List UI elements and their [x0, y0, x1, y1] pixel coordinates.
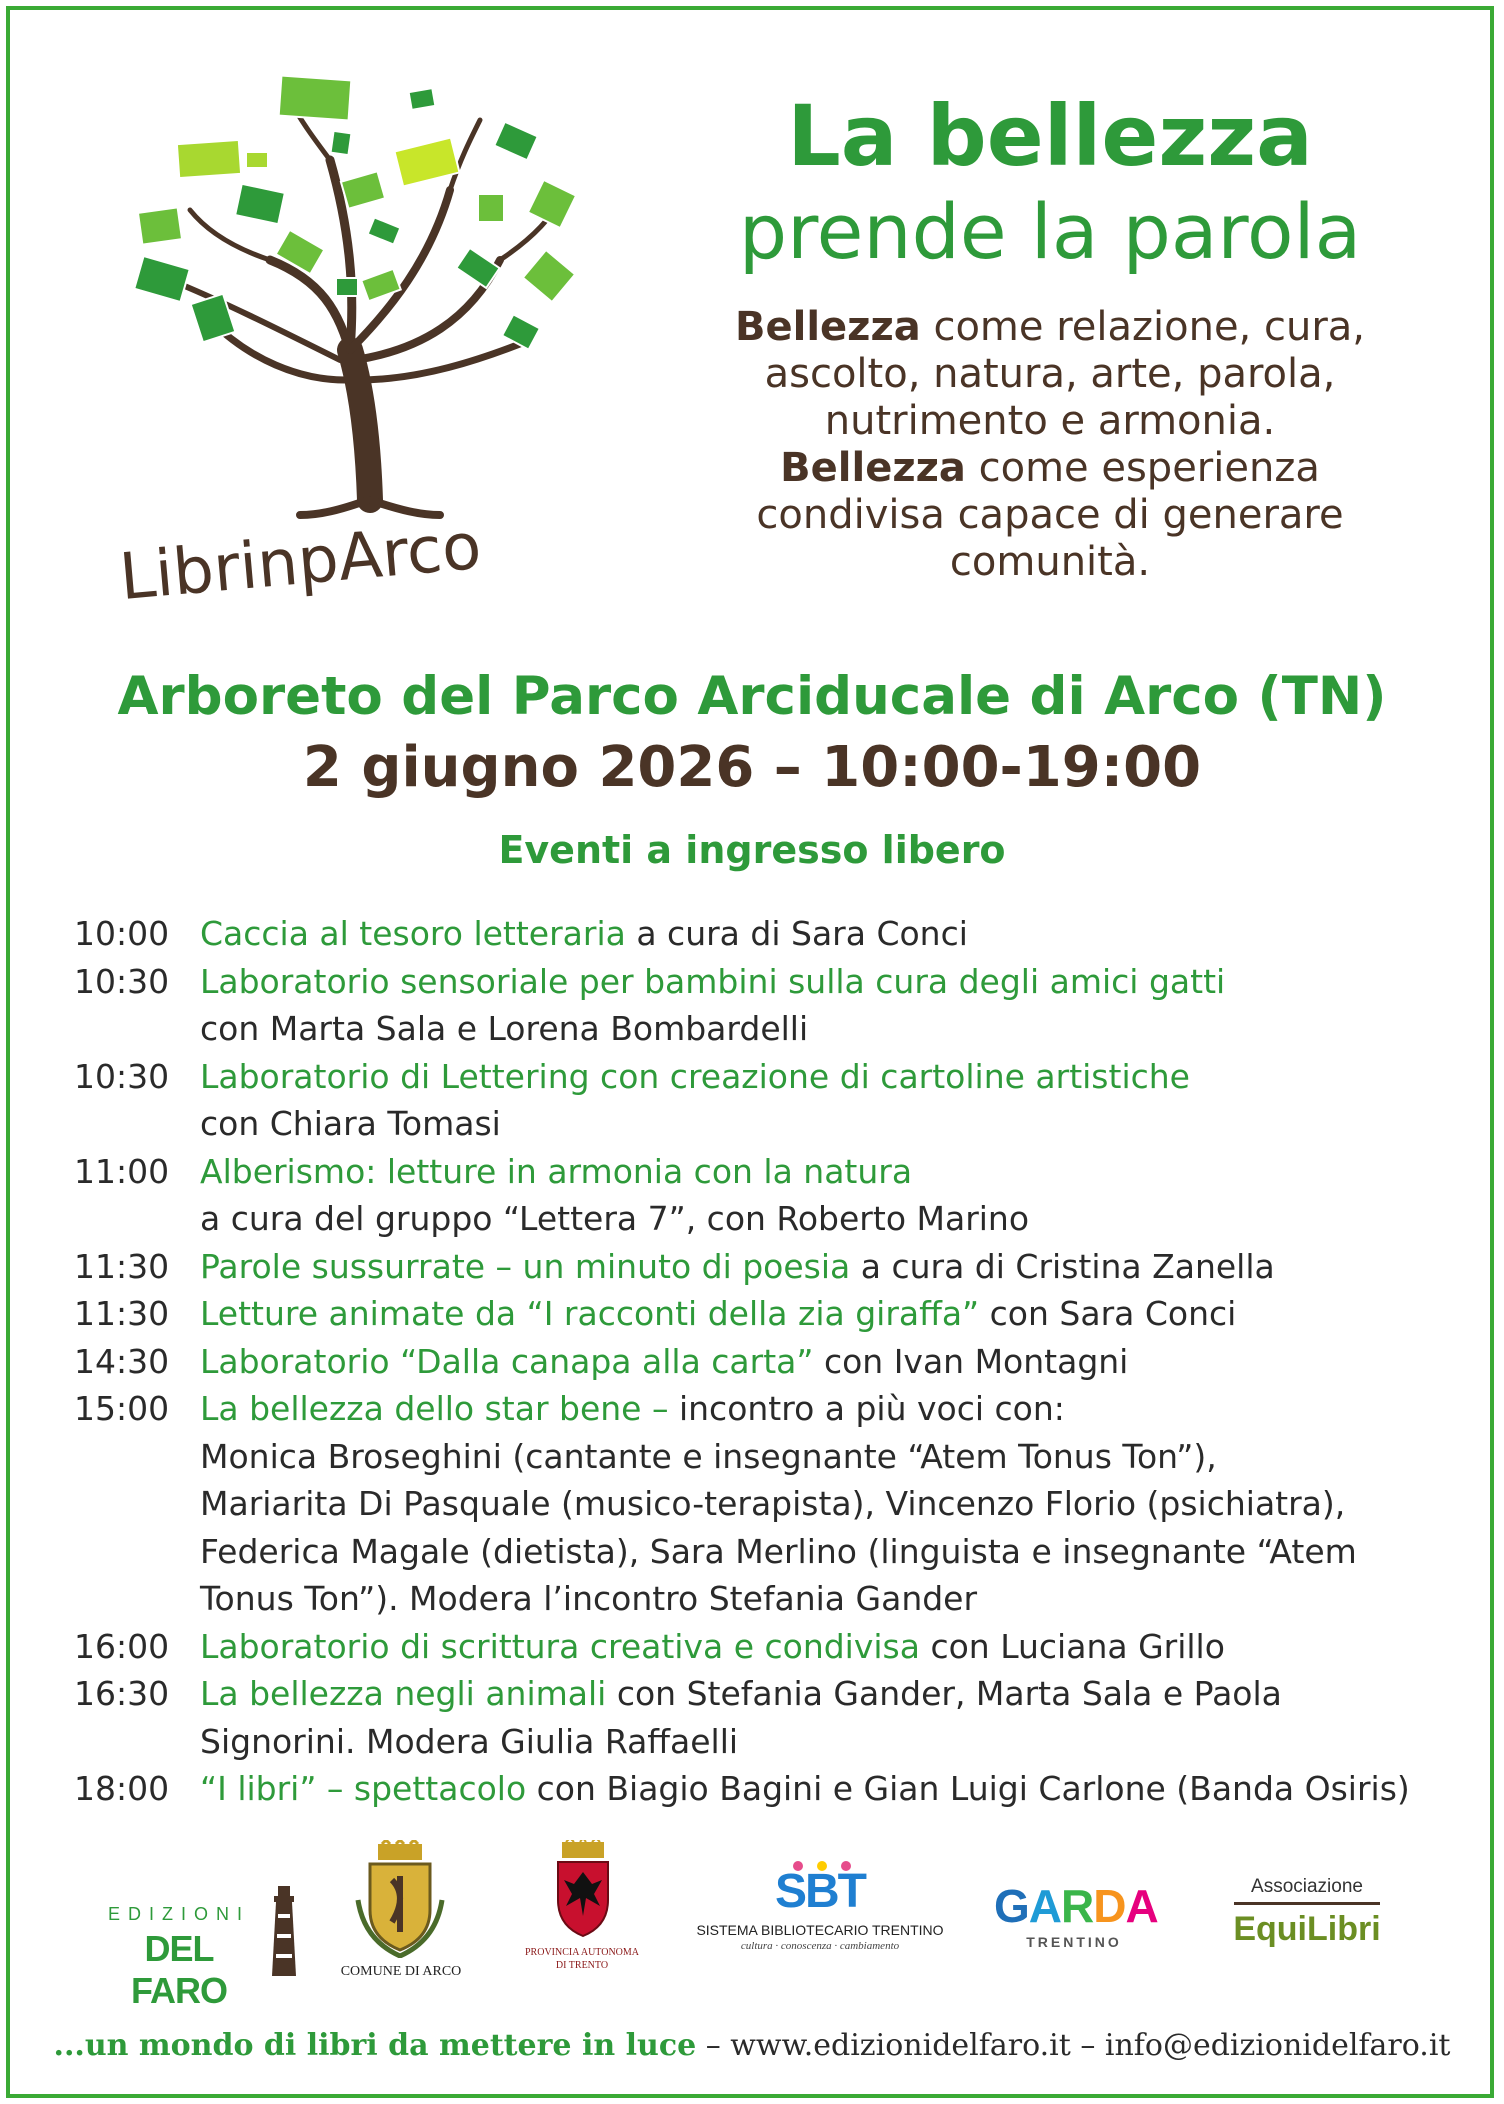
equilibri-logo: [1222, 1876, 1392, 1986]
equilibri-rule: [1234, 1902, 1380, 1905]
schedule-event-title: Laboratorio di Lettering con creazione di cartoline artistiche: [200, 1056, 1190, 1096]
tree-of-books-icon: [100, 60, 620, 620]
schedule-event-title: Laboratorio sensoriale per bambini sulla cura degli amici gatti: [200, 961, 1226, 1001]
edizioni-del-faro-logo: [94, 1880, 304, 2011]
schedule-row: [74, 1290, 1454, 1338]
schedule-event-detail: Federica Magale (dietista), Sara Merlino (linguista e insegnante “Atem: [200, 1531, 1357, 1571]
schedule-event-host: con Luciana Grillo: [919, 1626, 1225, 1666]
schedule-event-host: con Sara Conci: [979, 1294, 1237, 1333]
footer-contacts: – www.edizionidelfaro.it – info@edizionidelfaro.it: [696, 2028, 1451, 2063]
schedule-row: [74, 1765, 1454, 1813]
schedule-row: [74, 1670, 1454, 1765]
schedule-event-detail: Signorini. Modera Giulia Raffaelli: [200, 1721, 739, 1761]
sbt-mark: SBT: [775, 1865, 865, 1918]
lighthouse-icon: [266, 1880, 302, 1980]
schedule-time: 11:30: [74, 1294, 170, 1333]
free-entry-label: Eventi a ingresso libero: [498, 828, 1006, 872]
title-line-1: La bellezza: [787, 87, 1313, 185]
schedule-time: 15:00: [74, 1389, 170, 1428]
schedule-event-detail: Tonus Ton”). Modera l’incontro Stefania Gander: [200, 1579, 978, 1618]
schedule-event-host: a cura di Cristina Zanella: [850, 1246, 1275, 1286]
schedule-event-host: con Ivan Montagni: [813, 1341, 1129, 1381]
intro-bold-1: Bellezza: [735, 304, 921, 350]
librinparco-logo: [100, 60, 620, 620]
sbt-name: SISTEMA BIBLIOTECARIO TRENTINO: [696, 1922, 944, 1938]
schedule-event-host: con Stefania Gander, Marta Sala e Paola: [606, 1674, 1282, 1713]
faro-bottom-text: DEL FARO: [130, 1928, 227, 2011]
sponsor-logos: [60, 1840, 1444, 2011]
schedule-event-title: Laboratorio “Dalla canapa alla carta”: [200, 1341, 814, 1381]
arco-coat-of-arms-icon: [352, 1840, 448, 1958]
title-line-2: prende la parola: [738, 187, 1362, 276]
schedule-event-title: La bellezza dello star bene –: [200, 1389, 669, 1428]
schedule-row: [74, 958, 1454, 1053]
schedule-event-title: Letture animate da “I racconti della zia giraffa”: [200, 1294, 980, 1333]
intro-line-6: comunità.: [949, 539, 1151, 585]
event-date: 2 giugno 2026 – 10:00-19:00: [302, 735, 1202, 800]
intro-line-5: condivisa capace di generare: [756, 492, 1344, 538]
equilibri-name: EquiLibri: [1233, 1910, 1381, 1948]
schedule-event-detail: Mariarita Di Pasquale (musico-terapista), Vincenzo Florio (psichiatra),: [200, 1484, 1346, 1523]
schedule-event-detail: con Chiara Tomasi: [200, 1104, 501, 1143]
schedule-event-detail: con Marta Sala e Lorena Bombardelli: [200, 1009, 809, 1048]
intro-text-2: come esperienza: [965, 445, 1320, 491]
schedule-row: [74, 1243, 1454, 1291]
equilibri-top: Associazione: [1251, 1876, 1363, 1897]
schedule-time: 10:00: [74, 914, 170, 953]
schedule-row: [74, 1623, 1454, 1671]
intro-text-1: come relazione, cura,: [920, 304, 1365, 350]
schedule-event-title: Laboratorio di scrittura creativa e condivisa: [200, 1626, 920, 1666]
sbt-tagline: cultura · conoscenza · cambiamento: [740, 1940, 900, 1952]
sbt-logo: [690, 1860, 950, 1990]
schedule-event-title: Alberismo: letture in armonia con la natura: [200, 1151, 913, 1191]
schedule-time: 14:30: [74, 1341, 170, 1381]
schedule-list: [74, 910, 1454, 1813]
schedule-time: 16:00: [74, 1626, 170, 1666]
intro-text: [680, 304, 1420, 586]
garda-sub: TRENTINO: [1026, 1934, 1122, 1950]
schedule-event-detail: a cura del gruppo “Lettera 7”, con Roberto Marino: [200, 1199, 1030, 1238]
intro-line-3: nutrimento e armonia.: [824, 398, 1276, 444]
schedule-event-title: Caccia al tesoro letteraria: [200, 914, 626, 953]
intro-bold-2: Bellezza: [780, 445, 966, 491]
garda-trentino-logo: GARDA TRENTINO: [994, 1880, 1158, 1950]
schedule-time: 16:30: [74, 1674, 170, 1713]
provincia-trento-logo: [512, 1840, 652, 1990]
schedule-event-host: con Biagio Bagini e Gian Luigi Carlone (Banda Osiris): [526, 1769, 1410, 1808]
intro-line-2: ascolto, natura, arte, parola,: [764, 351, 1336, 397]
schedule-row: [74, 1148, 1454, 1243]
provincia-label-2: DI TRENTO: [555, 1960, 609, 1971]
schedule-time: 11:00: [74, 1151, 170, 1191]
arco-label: COMUNE DI ARCO: [340, 1964, 462, 1979]
logo-wordmark: LibrinpArco: [116, 509, 485, 616]
comune-di-arco-logo: [326, 1840, 476, 1990]
schedule-time: 11:30: [74, 1246, 170, 1286]
schedule-event-host: a cura di Sara Conci: [625, 914, 968, 953]
schedule-row: [74, 1385, 1454, 1623]
schedule-time: 18:00: [74, 1769, 170, 1808]
schedule-row: [74, 1338, 1454, 1386]
schedule-event-title: La bellezza negli animali: [200, 1674, 607, 1713]
provincia-label-1: PROVINCIA AUTONOMA: [525, 1947, 639, 1958]
schedule-event-title: Parole sussurrate – un minuto di poesia: [200, 1246, 851, 1286]
schedule-event-title: “I libri” – spettacolo: [200, 1769, 527, 1808]
schedule-row: [74, 1053, 1454, 1148]
footer: [0, 2024, 1504, 2068]
schedule-time: 10:30: [74, 1056, 170, 1096]
schedule-event-host: incontro a più voci con:: [668, 1389, 1065, 1428]
trento-eagle-icon: [552, 1840, 614, 1940]
faro-top-text: EDIZIONI: [107, 1904, 250, 1924]
footer-slogan: ...un mondo di libri da mettere in luce: [53, 2028, 697, 2063]
schedule-event-detail: Monica Broseghini (cantante e insegnante “Atem Tonus Ton”),: [200, 1436, 1217, 1476]
schedule-row: [74, 910, 1454, 958]
venue-heading: Arboreto del Parco Arciducale di Arco (TN): [117, 666, 1387, 727]
schedule-time: 10:30: [74, 961, 170, 1001]
